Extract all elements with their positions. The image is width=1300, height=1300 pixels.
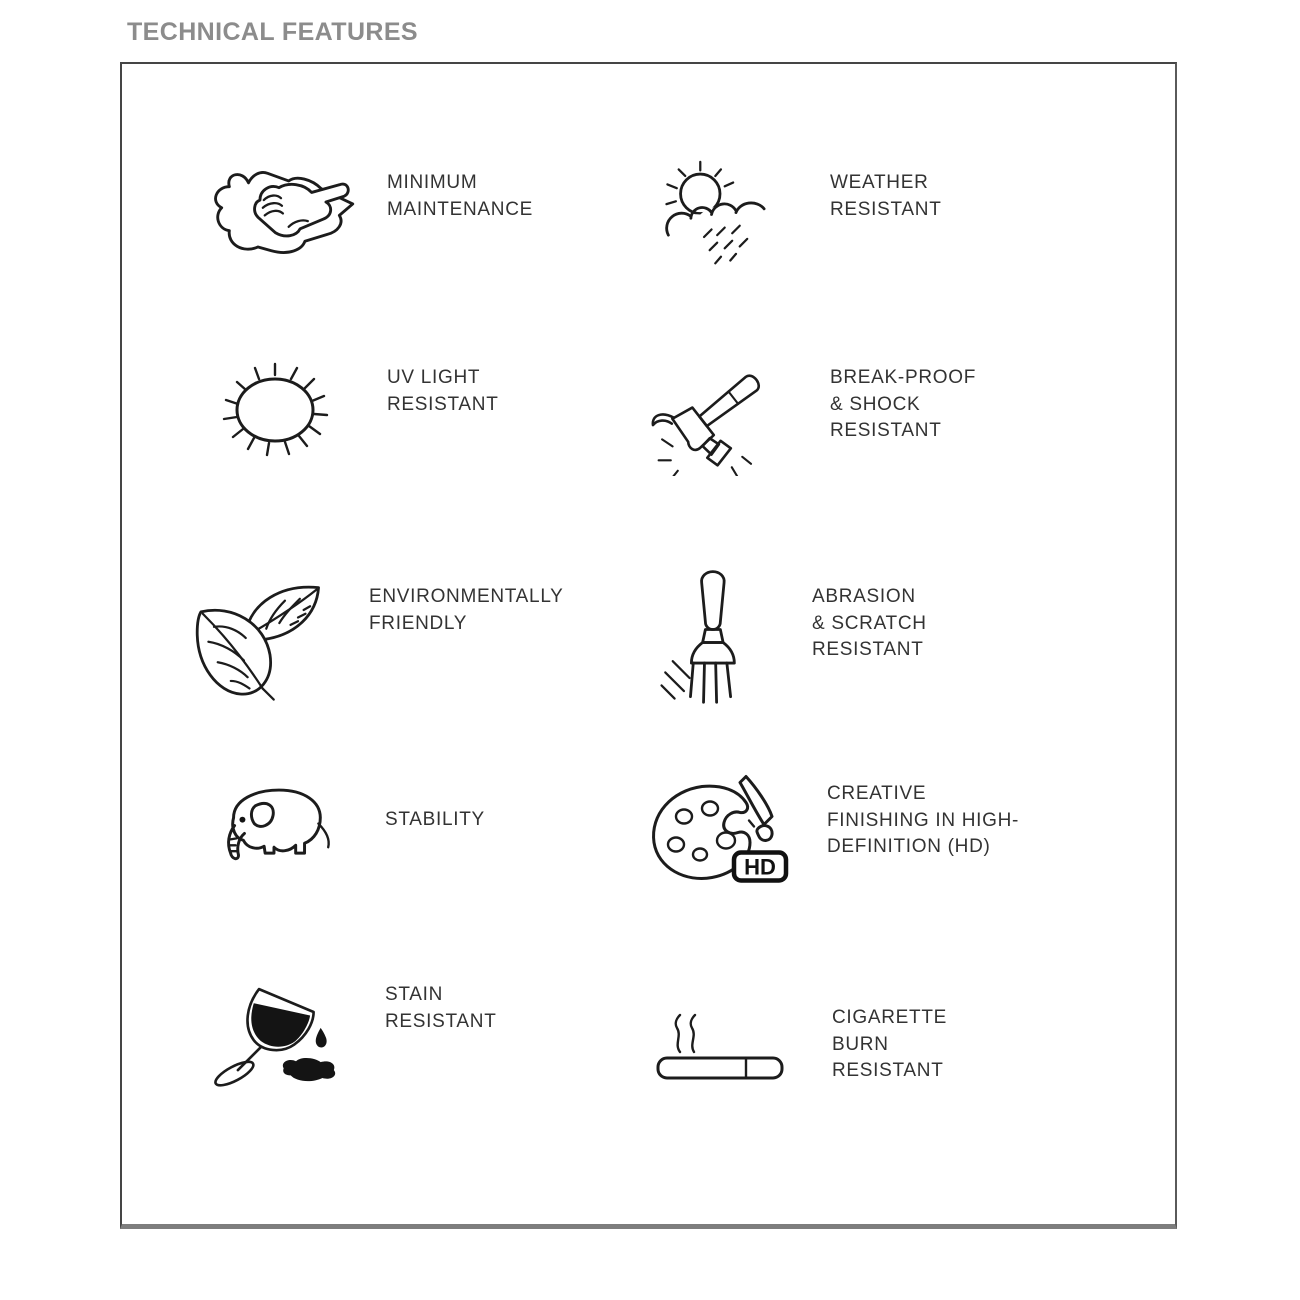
label-line: RESISTANT [830, 198, 942, 220]
feature-label [385, 807, 485, 834]
feature-label [812, 584, 927, 664]
elephant-icon [204, 778, 342, 882]
cigarette-icon [654, 1012, 786, 1084]
feature-label [832, 1005, 947, 1085]
feature-label [385, 982, 497, 1035]
feature-label [387, 170, 533, 223]
label-line: STAIN [385, 984, 444, 1005]
label-line: CREATIVE [827, 783, 927, 804]
label-line: ENVIRONMENTALLY [369, 586, 564, 607]
sun-icon [214, 360, 336, 460]
hammer-icon [648, 354, 786, 476]
label-line: FRIENDLY [369, 612, 468, 634]
label-line: DEFINITION (HD) [827, 836, 991, 857]
label-line: RESISTANT [385, 1010, 497, 1032]
label-line: BURN [832, 1033, 889, 1055]
label-line: RESISTANT [812, 639, 924, 660]
paint-palette-hd-icon [642, 770, 792, 886]
label-line: & SCRATCH [812, 612, 927, 634]
svg-text:HD: HD [744, 854, 776, 880]
label-line: RESISTANT [832, 1060, 944, 1081]
label-line: & SHOCK [830, 393, 921, 415]
hd-badge [734, 853, 786, 881]
sun-cloud-rain-icon [657, 160, 783, 268]
label-line: RESISTANT [387, 393, 499, 415]
label-line: MAINTENANCE [387, 198, 533, 220]
feature-label [827, 781, 1019, 861]
label-line: ABRASION [812, 586, 916, 607]
leaves-icon [186, 572, 326, 704]
label-line: UV LIGHT [387, 367, 481, 388]
wine-glass-spill-icon [208, 976, 340, 1092]
label-line: RESISTANT [830, 420, 942, 441]
label-line: WEATHER [830, 172, 929, 193]
label-line: FINISHING IN HIGH- [827, 809, 1020, 831]
label-line: CIGARETTE [832, 1007, 948, 1028]
label-line: STABILITY [385, 809, 485, 830]
label-line: MINIMUM [387, 172, 478, 193]
fork-scratch-icon [658, 566, 764, 706]
hand-cloth-icon [204, 158, 358, 268]
label-line: BREAK-PROOF [830, 367, 976, 388]
feature-label [830, 365, 976, 445]
feature-label [387, 365, 499, 418]
technical-features-panel [120, 62, 1177, 1229]
page-title: TECHNICAL FEATURES [127, 18, 419, 46]
feature-label [830, 170, 942, 223]
feature-label [369, 584, 564, 637]
